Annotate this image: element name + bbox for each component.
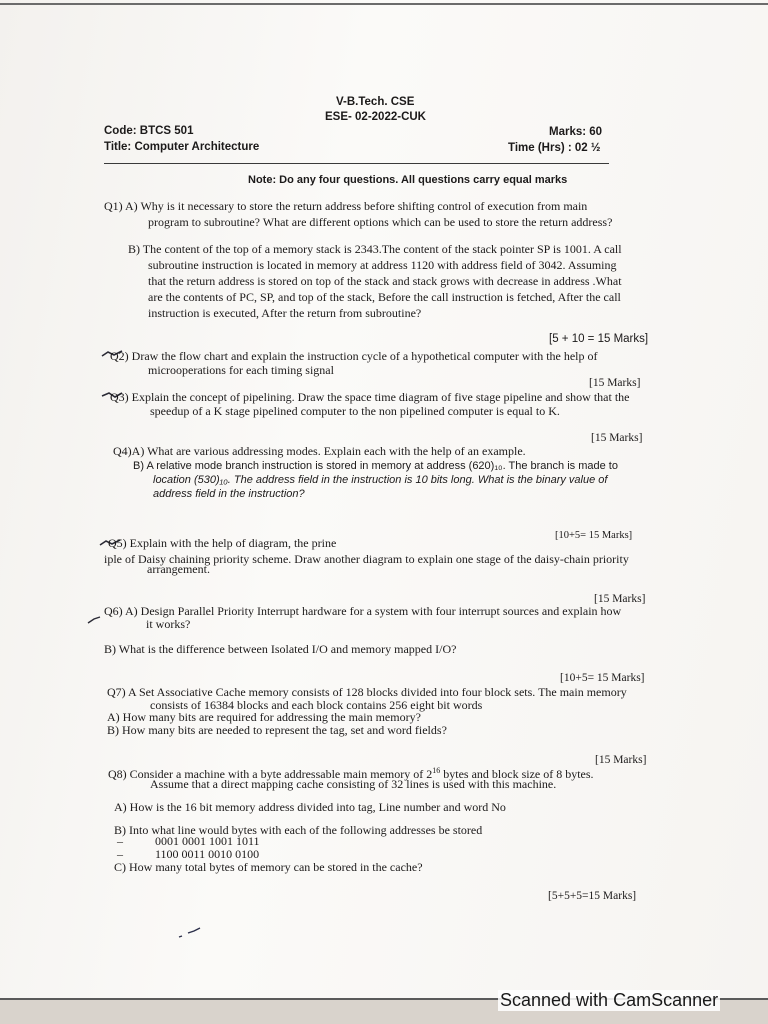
q7-line-2: consists of 16384 blocks and each block contains 256 eight bit words bbox=[150, 698, 483, 712]
q5-line-2: iple of Daisy chaining priority scheme. Draw another diagram to explain one stage of the daisy-chain priority bbox=[104, 552, 629, 566]
dash-bullet: – bbox=[117, 847, 123, 861]
q7-marks: [15 Marks] bbox=[595, 754, 647, 766]
q5-line-3: arrangement. bbox=[147, 562, 210, 576]
exam-duration: Time (Hrs) : 02 ½ bbox=[508, 142, 601, 154]
q2-line-2: microoperations for each timing signal bbox=[148, 363, 334, 377]
q8b-line: B) Into what line would bytes with each of the following addresses be stored bbox=[114, 823, 483, 837]
q4b-line-1: B) A relative mode branch instruction is stored in memory at address (620)₁₀. The branch is made to bbox=[133, 460, 618, 472]
q4-marks: [10+5= 15 Marks] bbox=[555, 530, 633, 541]
q7-line-1: Q7) A Set Associative Cache memory consists of 128 blocks divided into four block sets. The main memory bbox=[107, 685, 627, 699]
q7b-line: B) How many bits are needed to represent the tag, set and word fields? bbox=[107, 723, 447, 737]
q8b-address-1: 0001 0001 1001 1011 bbox=[155, 834, 260, 848]
q4b-line-3: address field in the instruction? bbox=[153, 488, 305, 500]
q6-marks: [10+5= 15 Marks] bbox=[560, 672, 645, 684]
q5-line-1: Q5) Explain with the help of diagram, the prine bbox=[108, 536, 337, 550]
exam-label: ESE- 02-2022-CUK bbox=[325, 111, 426, 123]
q4a-line: Q4)A) What are various addressing modes. Explain each with the help of an example. bbox=[113, 444, 526, 458]
q1b-line-4: are the contents of PC, SP, and top of the stack, Before the call instruction is fetched, After the call bbox=[148, 290, 621, 304]
q8-line-2: Assume that a direct mapping cache consisting of 32 lines is used with this machine. bbox=[150, 777, 557, 791]
q5-marks: [15 Marks] bbox=[594, 593, 646, 605]
scanner-watermark: Scanned with CamScanner bbox=[500, 990, 719, 1010]
q1a-line-1: Q1) A) Why is it necessary to store the return address before shifting control of execution from main bbox=[104, 199, 588, 213]
q1-marks: [5 + 10 = 15 Marks] bbox=[549, 333, 649, 345]
q6a-line-2: it works? bbox=[146, 617, 191, 631]
tick-mark-icon bbox=[86, 614, 102, 626]
q8a-line: A) How is the 16 bit memory address divided into tag, Line number and word No bbox=[114, 800, 506, 814]
q1a-line-2: program to subroutine? What are different options which can be used to store the return address? bbox=[148, 215, 613, 229]
q1b-line-5: instruction is executed, After the return from subroutine? bbox=[148, 306, 422, 320]
program-label: V-B.Tech. CSE bbox=[336, 96, 415, 108]
q4b-line-2: location (530)₁₀. The address field in the instruction is 10 bits long. What is the binary value of bbox=[153, 474, 608, 486]
paper-top-edge bbox=[0, 3, 768, 5]
q8b-address-2: 1100 0011 0010 0100 bbox=[155, 847, 260, 861]
q1b-line-3: that the return address is stored on top of the stack and stack grows with decrease in address .What bbox=[148, 274, 622, 288]
q1b-line-1: B) The content of the top of a memory stack is 2343.The content of the stack pointer SP is 1001. A call bbox=[128, 242, 622, 256]
q3-marks: [15 Marks] bbox=[591, 432, 643, 444]
q2-marks: [15 Marks] bbox=[589, 377, 641, 389]
q6a-line-1: Q6) A) Design Parallel Priority Interrupt hardware for a system with four interrupt sources and explain how bbox=[104, 604, 622, 618]
q8-line-1-text: Q8) Consider a machine with a byte addressable main memory of 2 bbox=[108, 767, 433, 781]
q1b-line-2: subroutine instruction is located in memory at address 1120 with address field of 3042. Assuming bbox=[148, 258, 617, 272]
q3-line-1: Q3) Explain the concept of pipelining. Draw the space time diagram of five stage pipeline and show that the bbox=[110, 390, 630, 404]
q8-exponent: 16 bbox=[432, 766, 441, 775]
q6b-line: B) What is the difference between Isolated I/O and memory mapped I/O? bbox=[104, 642, 457, 656]
pen-scribble-icon bbox=[176, 924, 206, 942]
course-code: Code: BTCS 501 bbox=[104, 125, 194, 137]
max-marks: Marks: 60 bbox=[549, 126, 603, 138]
instructions-note: Note: Do any four questions. All questions carry equal marks bbox=[248, 174, 568, 186]
q8-marks: [5+5+5=15 Marks] bbox=[548, 890, 637, 902]
q8-line-1-tail: bytes and block size of 8 bytes. bbox=[440, 767, 594, 781]
q2-line-1: Q2) Draw the flow chart and explain the instruction cycle of a hypothetical computer with the help of bbox=[110, 349, 598, 363]
q8c-line: C) How many total bytes of memory can be stored in the cache? bbox=[114, 860, 423, 874]
dash-bullet: – bbox=[117, 834, 123, 848]
course-title: Title: Computer Architecture bbox=[104, 141, 260, 153]
header-divider bbox=[104, 163, 609, 164]
q7a-line: A) How many bits are required for addressing the main memory? bbox=[107, 710, 421, 724]
q3-line-2: speedup of a K stage pipelined computer to the non pipelined computer is equal to K. bbox=[150, 404, 560, 418]
